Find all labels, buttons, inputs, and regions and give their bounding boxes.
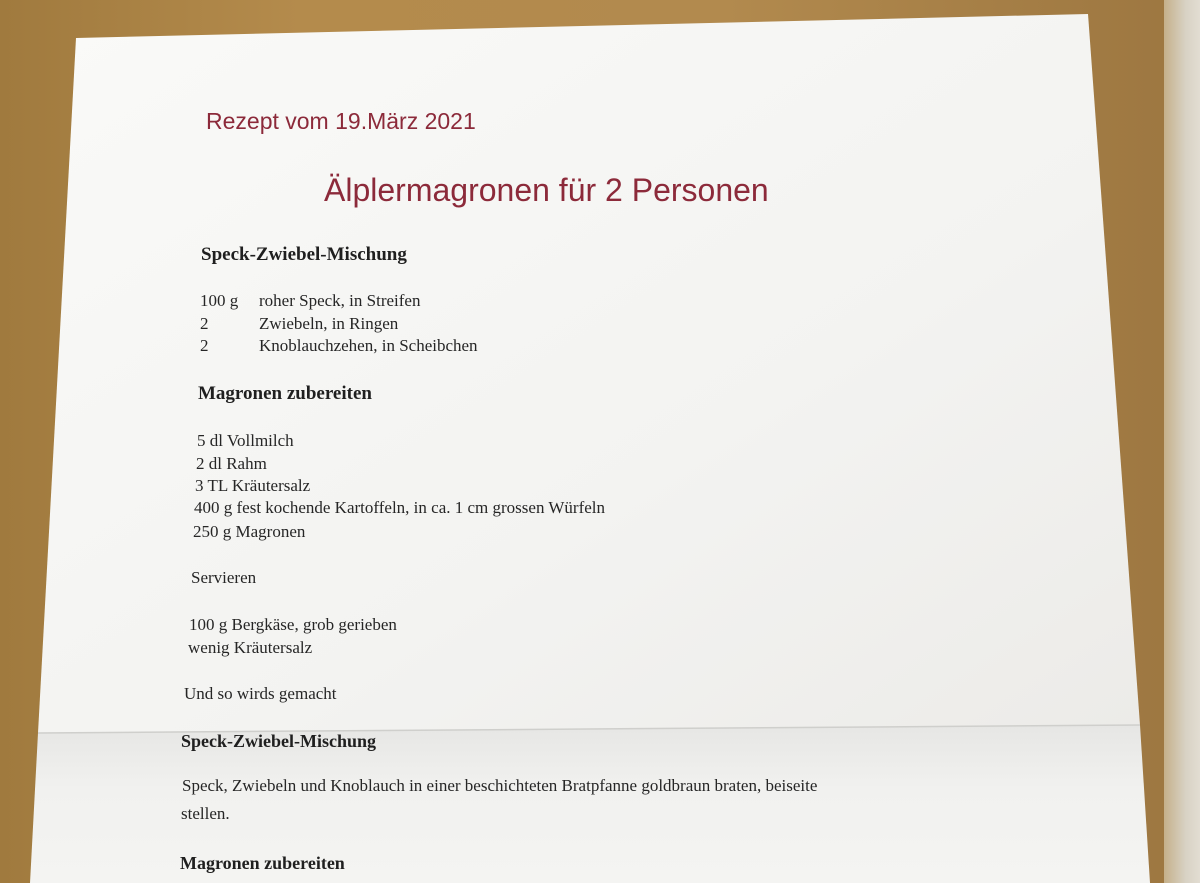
ingredient-row — [200, 291, 420, 311]
ingredient-line: 3 TL Kräutersalz — [195, 476, 311, 495]
recipe-date: Rezept vom 19.März 2021 — [206, 108, 476, 134]
ingredient-row — [200, 314, 398, 334]
ingredient-text: Knoblauchzehen, in Scheibchen — [259, 336, 478, 355]
section-heading-magronen: Magronen zubereiten — [198, 383, 372, 404]
ingredient-line: wenig Kräutersalz — [188, 638, 313, 657]
ingredient-qty: 100 g — [200, 291, 239, 310]
instructions-intro: Und so wirds gemacht — [184, 684, 337, 703]
step-text-line: Speck, Zwiebeln und Knoblauch in einer beschichteten Bratpfanne goldbraun braten, beiseite — [182, 776, 818, 795]
ingredient-qty: 2 — [200, 314, 209, 333]
recipe-title: Älplermagronen für 2 Personen — [324, 172, 769, 208]
ingredient-text: roher Speck, in Streifen — [259, 291, 421, 310]
ingredient-text: Zwiebeln, in Ringen — [259, 314, 399, 333]
step-heading-magronen: Magronen zubereiten — [180, 853, 345, 873]
step-text-line: stellen. — [181, 804, 230, 823]
section-heading-speck: Speck-Zwiebel-Mischung — [201, 244, 407, 265]
ingredient-line: 2 dl Rahm — [196, 454, 267, 473]
ingredient-row — [200, 336, 478, 356]
ingredient-line: 5 dl Vollmilch — [197, 431, 294, 450]
ingredient-line: 100 g Bergkäse, grob gerieben — [189, 615, 397, 634]
ingredient-line: 250 g Magronen — [193, 522, 306, 541]
ingredient-line: 400 g fest kochende Kartoffeln, in ca. 1 cm grossen Würfeln — [194, 498, 606, 517]
ingredient-qty: 2 — [200, 336, 209, 355]
section-heading-servieren: Servieren — [191, 568, 257, 587]
step-heading-speck: Speck-Zwiebel-Mischung — [181, 731, 377, 751]
